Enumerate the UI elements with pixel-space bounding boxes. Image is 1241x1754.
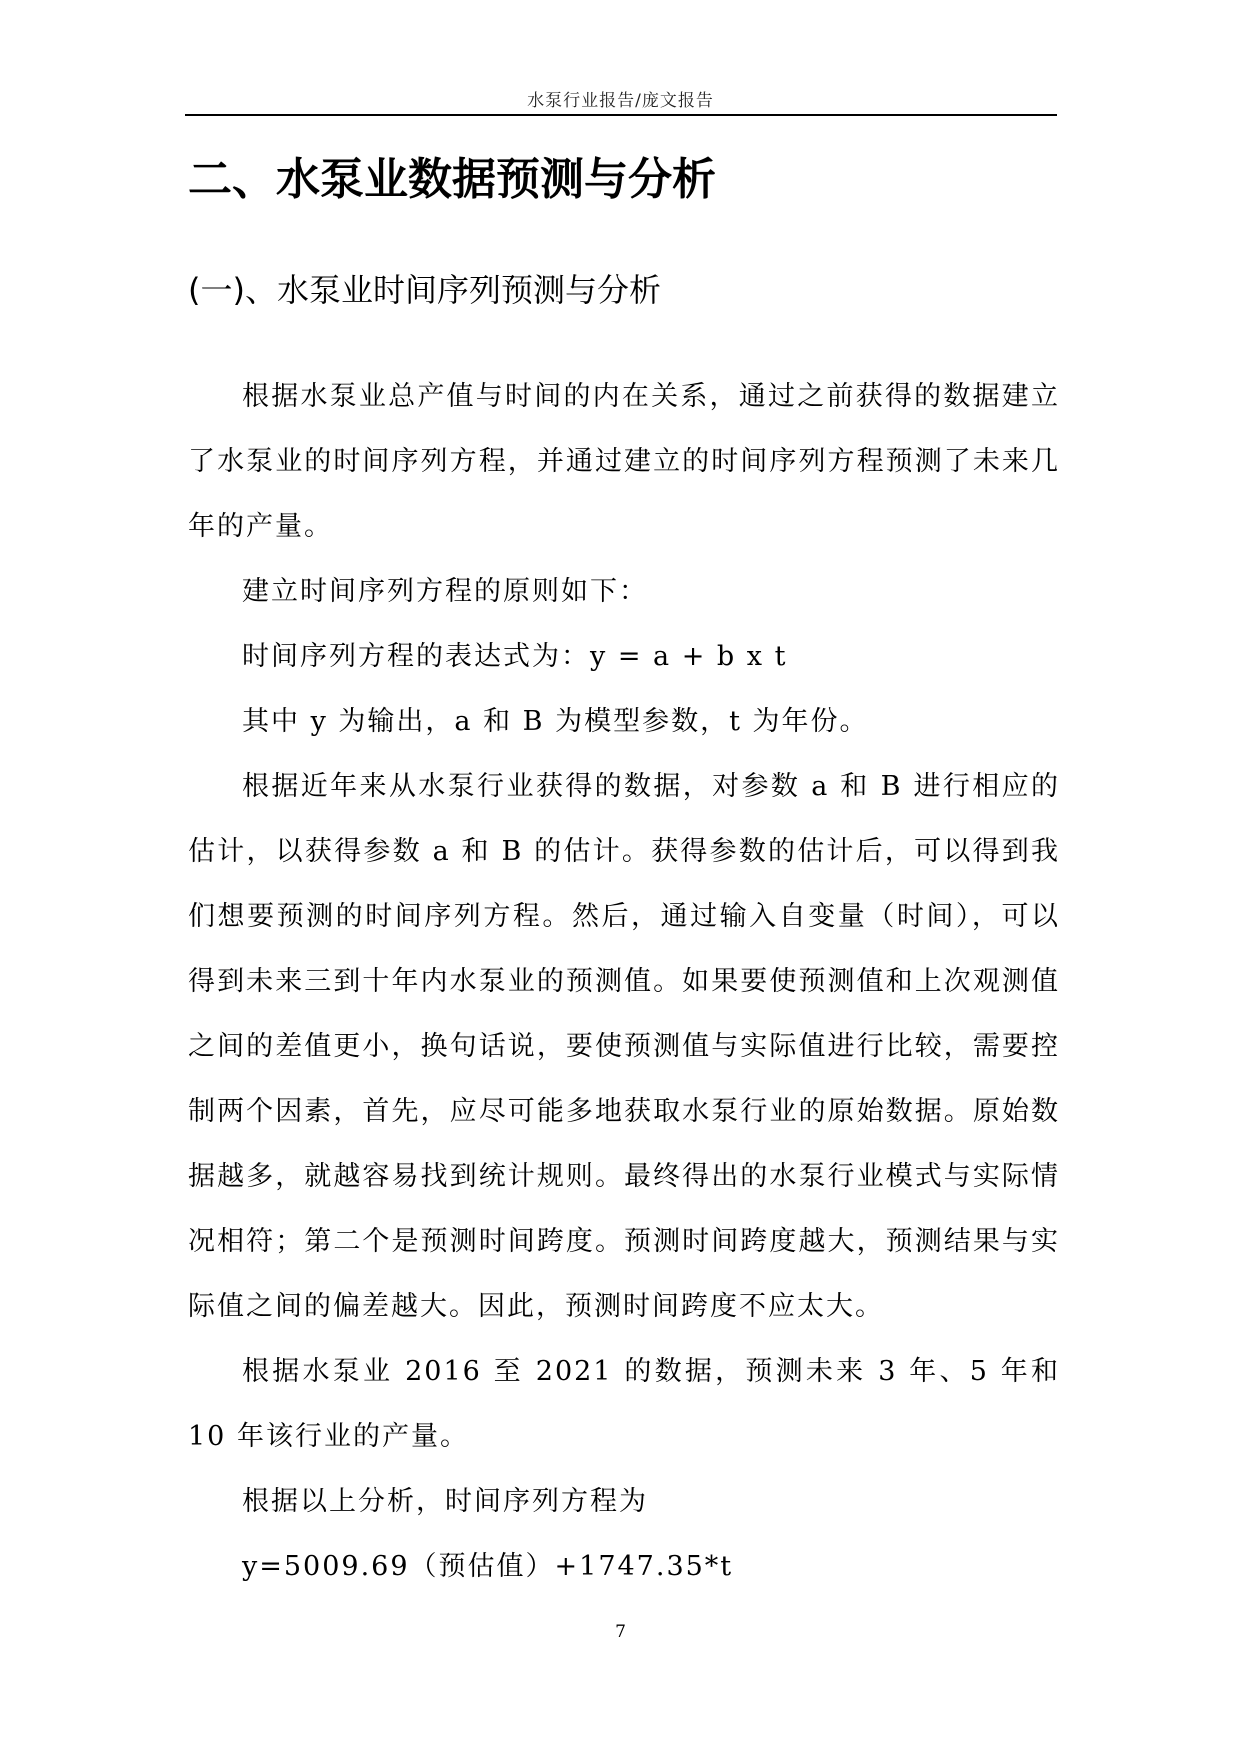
paragraph: 根据水泵业总产值与时间的内在关系，通过之前获得的数据建立了水泵业的时间序列方程，并通过建立的时间序列方程预测了未来几年的产量。 [188, 381, 1060, 542]
paragraph: 建立时间序列方程的原则如下： [242, 576, 648, 607]
equation: y=5009.69（预估值）+1747.35*t [242, 1551, 734, 1582]
subsection-title: (一)、水泵业时间序列预测与分析 [188, 271, 661, 309]
paragraph: 时间序列方程的表达式为：y = a + b x t [242, 641, 788, 672]
body-text [188, 364, 1060, 1599]
running-header: 水泵行业报告/庞文报告 [527, 91, 714, 111]
paragraph: 根据近年来从水泵行业获得的数据，对参数 a 和 B 进行相应的估计，以获得参数 a 和 B 的估计。获得参数的估计后，可以得到我们想要预测的时间序列方程。然后，通过输入自变量（时间），可以得到未来三到十年内水泵业的预测值。如果要使预测值和上次观测值之间的差值更小，换句话说，要使预测值与实际值进行比较，需要控制两个因素，首先，应尽可能多地获取水泵行业的原始数据。原始数据越多，就越容易找到统计规则。最终得出的水泵行业模式与实际情况相符；第二个是预测时间跨度。预测时间跨度越大，预测结果与实际值之间的偏差越大。因此，预测时间跨度不应太大。 [188, 771, 1060, 1322]
paragraph: 根据水泵业 2016 至 2021 的数据，预测未来 3 年、5 年和 10 年该行业的产量。 [188, 1356, 1060, 1452]
section-title: 二、水泵业数据预测与分析 [188, 154, 716, 205]
header-divider [185, 114, 1057, 116]
page-number: 7 [615, 1622, 626, 1642]
paragraph: 根据以上分析，时间序列方程为 [242, 1486, 648, 1517]
paragraph: 其中 y 为输出，a 和 B 为模型参数，t 为年份。 [242, 706, 869, 737]
